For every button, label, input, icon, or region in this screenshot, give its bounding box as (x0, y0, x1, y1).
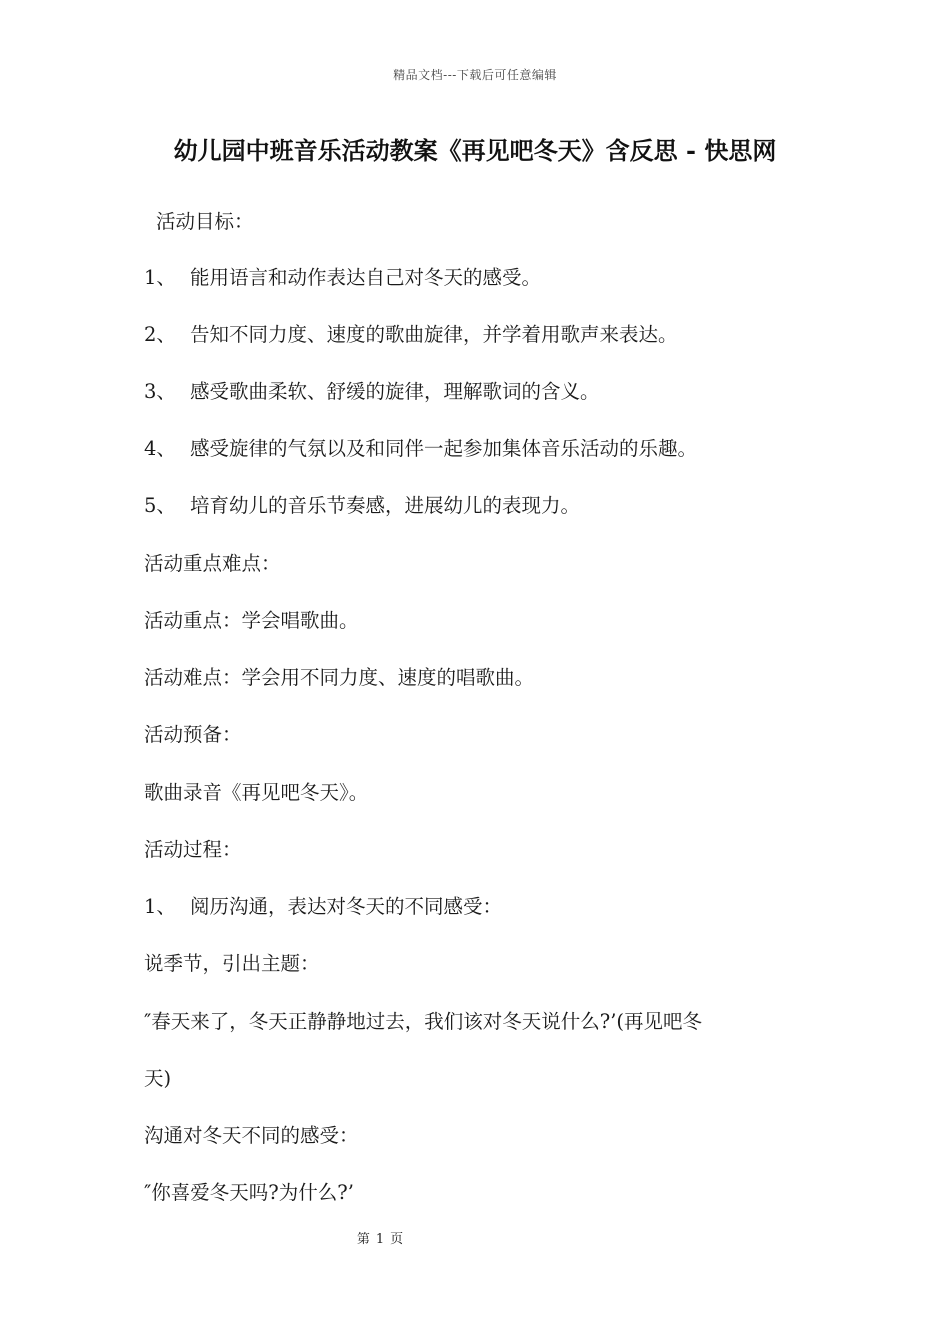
goal-item-2 (144, 321, 678, 349)
goal-item-1 (144, 264, 541, 292)
process-step-1 (144, 893, 502, 921)
list-number: 1、 (144, 266, 176, 289)
goal-item-3 (144, 378, 600, 406)
list-text: 培育幼儿的音乐节奏感，进展幼儿的表现力。 (190, 494, 581, 517)
list-text: 阅历沟通，表达对冬天的不同感受： (190, 895, 503, 918)
quote-question: ″你喜爱冬天吗?为什么?’ (144, 1181, 354, 1204)
quote-paragraph-line-2: 天) (144, 1067, 172, 1090)
goal-item-5 (144, 492, 580, 520)
list-number: 1、 (144, 895, 176, 918)
keypoints-heading: 活动重点难点： (144, 552, 281, 575)
page-number: 1 (375, 1232, 385, 1247)
list-text: 告知不同力度、速度的歌曲旋律，并学着用歌声来表达。 (190, 323, 678, 346)
page-footer (0, 1228, 760, 1247)
list-number: 5、 (144, 494, 176, 517)
document-title: 幼儿园中班音乐活动教案《再见吧冬天》含反思 - 快思网 (173, 136, 777, 165)
list-number: 3、 (144, 380, 176, 403)
goals-heading: 活动目标： (156, 210, 254, 233)
exchange-text: 沟通对冬天不同的感受： (144, 1124, 359, 1147)
list-text: 感受歌曲柔软、舒缓的旋律，理解歌词的含义。 (190, 380, 600, 403)
list-number: 4、 (144, 437, 176, 460)
prep-text: 歌曲录音《再见吧冬天》。 (144, 781, 369, 804)
list-text: 能用语言和动作表达自己对冬天的感受。 (190, 266, 542, 289)
difficulty-text: 活动难点：学会用不同力度、速度的唱歌曲。 (144, 666, 535, 689)
season-intro: 说季节，引出主题： (144, 952, 320, 975)
goal-item-4 (144, 435, 697, 463)
footer-suffix: 页 (390, 1232, 404, 1247)
process-heading: 活动过程： (144, 838, 242, 861)
keypoint-text: 活动重点：学会唱歌曲。 (144, 609, 359, 632)
list-number: 2、 (144, 323, 176, 346)
prep-heading: 活动预备： (144, 723, 242, 746)
footer-prefix: 第 (356, 1232, 370, 1247)
quote-paragraph-line-1: ″春天来了，冬天正静静地过去，我们该对冬天说什么?’(再见吧冬 (144, 1010, 703, 1033)
list-text: 感受旋律的气氛以及和同伴一起参加集体音乐活动的乐趣。 (190, 437, 698, 460)
page-header: 精品文档---下载后可任意编辑 (393, 68, 557, 82)
